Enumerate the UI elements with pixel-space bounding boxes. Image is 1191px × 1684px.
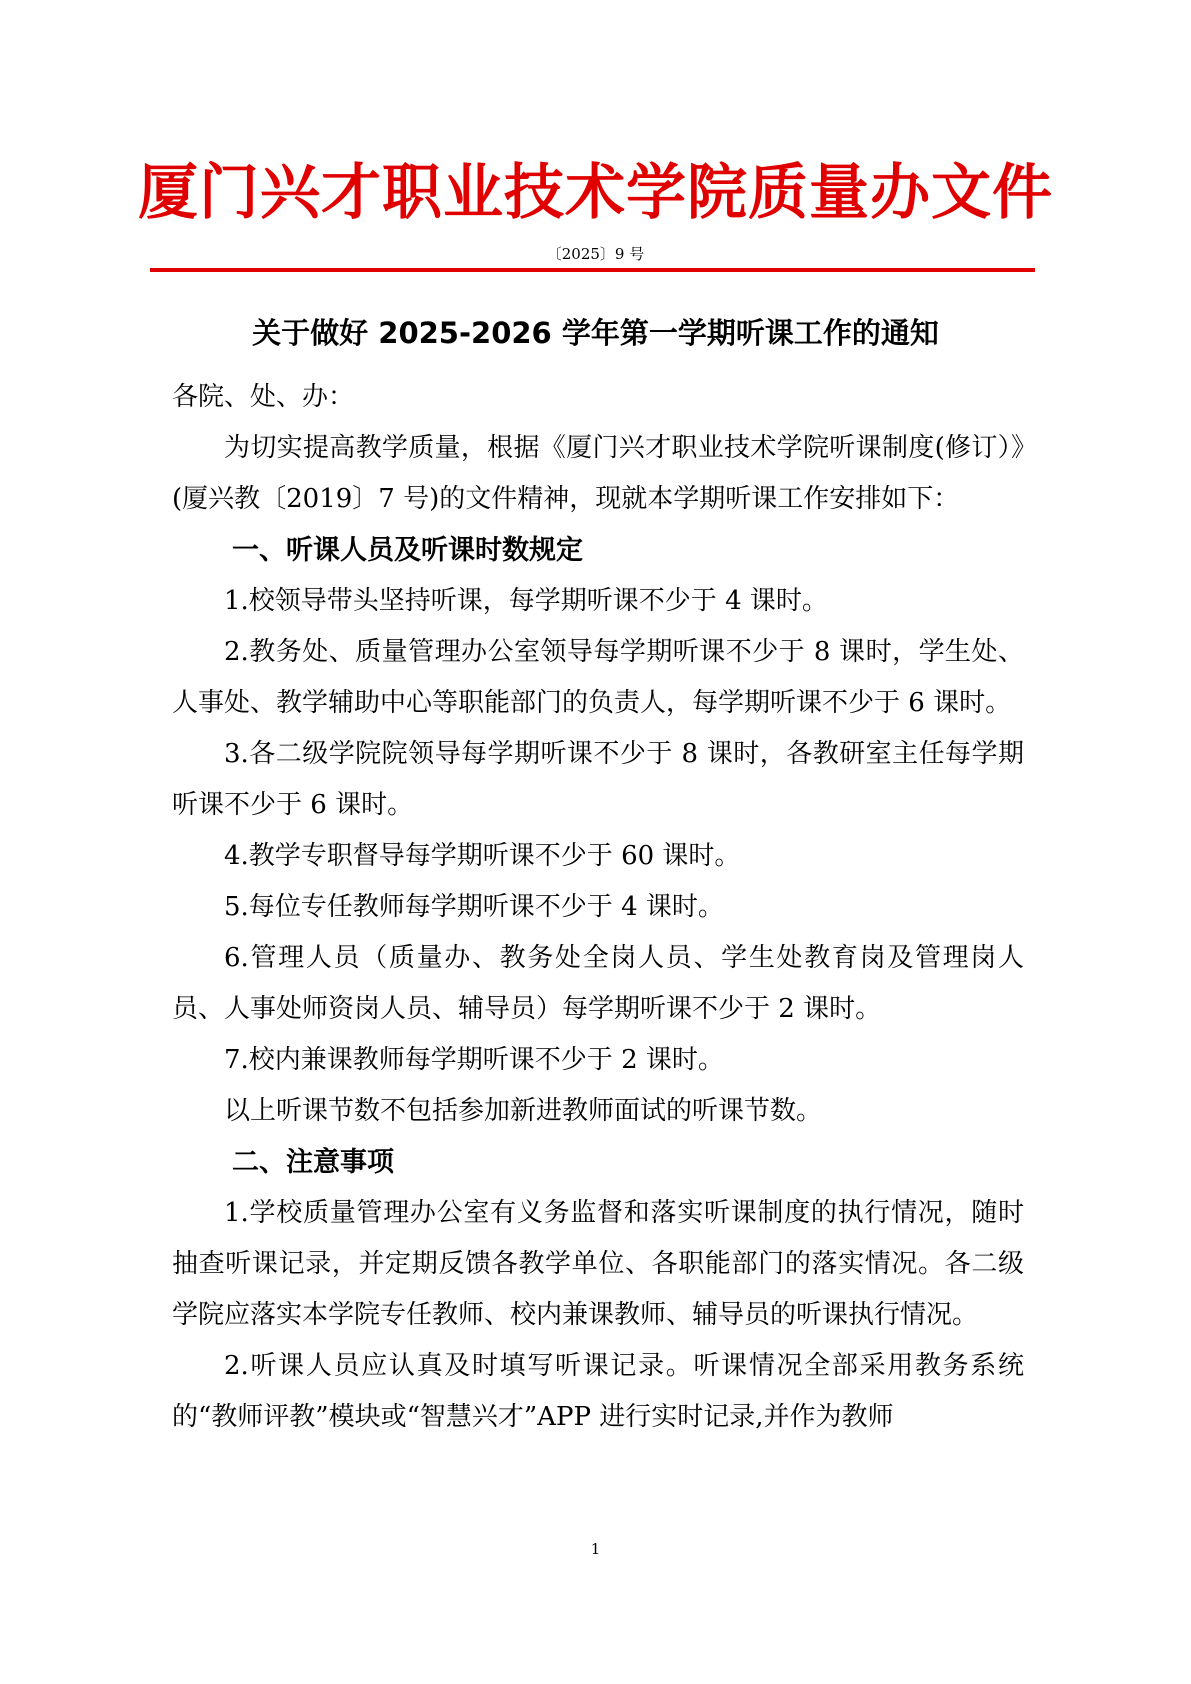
section-heading-2: 二、注意事项 [232,1147,394,1178]
document-header-title: 厦门兴才职业技术学院质量办文件 [138,158,1053,228]
document-body [172,372,1024,1443]
section1-note: 以上听课节数不包括参加新进教师面试的听课节数。 [224,1096,823,1126]
section2-item: 1.学校质量管理办公室有义务监督和落实听课制度的执行情况，随时抽查听课记录，并定期反馈各教学单位、各职能部门的落实情况。各二级学院应落实本学院专任教师、校内兼课教师、辅导员的听课执行情况。 [172,1198,1024,1330]
section2-item: 2.听课人员应认真及时填写听课记录。听课情况全部采用教务系统的“教师评教”模块或“智慧兴才”APP 进行实时记录,并作为教师 [172,1351,1024,1432]
section1-item: 2.教务处、质量管理办公室领导每学期听课不少于 8 课时，学生处、人事处、教学辅助中心等职能部门的负责人，每学期听课不少于 6 课时。 [172,637,1024,718]
notice-title: 关于做好 2025-2026 学年第一学期听课工作的通知 [252,316,939,350]
section1-item: 6.管理人员（质量办、教务处全岗人员、学生处教育岗及管理岗人员、人事处师资岗人员、辅导员）每学期听课不少于 2 课时。 [172,943,1024,1024]
document-number: 〔2025〕9 号 [546,245,645,263]
section1-item: 3.各二级学院院领导每学期听课不少于 8 课时，各教研室主任每学期听课不少于 6 课时。 [172,739,1024,820]
section-heading-1: 一、听课人员及听课时数规定 [232,535,583,566]
section1-item: 1.校领导带头坚持听课，每学期听课不少于 4 课时。 [224,586,828,616]
section1-item: 5.每位专任教师每学期听课不少于 4 课时。 [224,892,724,922]
header-divider [150,268,1035,272]
page-number: 1 [590,1540,601,1558]
intro-paragraph: 为切实提高教学质量，根据《厦门兴才职业技术学院听课制度(修订）》(厦兴教〔2019〕7 号)的文件精神，现就本学期听课工作安排如下： [172,433,1024,514]
section1-item: 4.教学专职督导每学期听课不少于 60 课时。 [224,841,741,871]
salutation: 各院、处、办： [172,382,355,412]
section1-item: 7.校内兼课教师每学期听课不少于 2 课时。 [224,1045,724,1075]
